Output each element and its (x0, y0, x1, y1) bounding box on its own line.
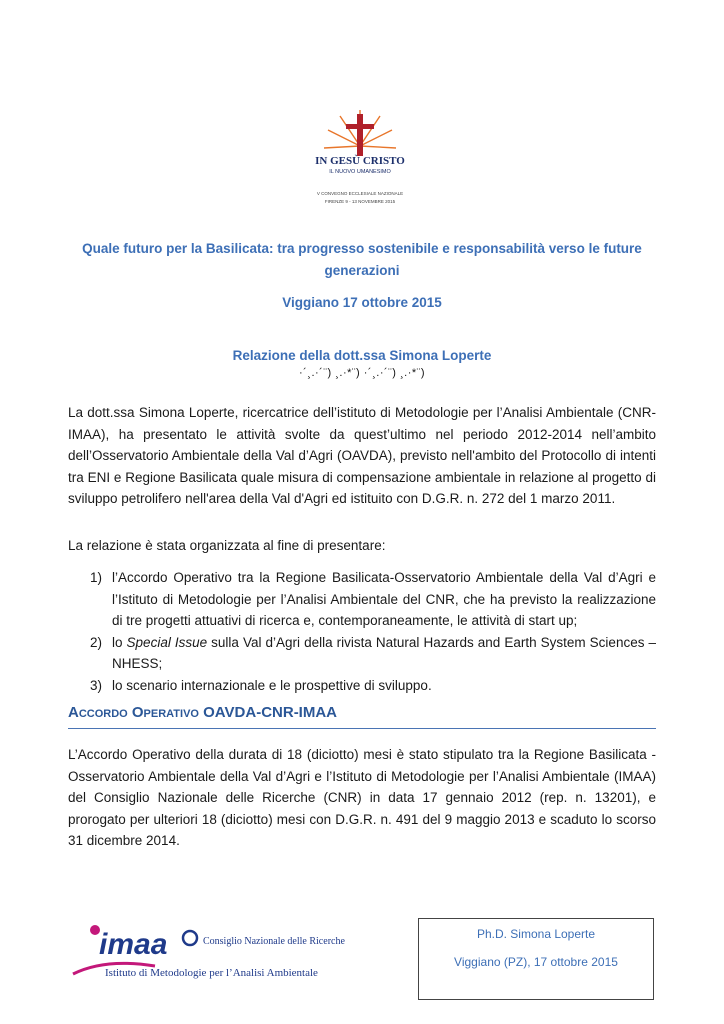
list-number: 2) (90, 634, 103, 650)
signature-date: Viggiano (PZ), 17 ottobre 2015 (454, 955, 618, 969)
section-heading (68, 704, 656, 729)
cross-rays-icon (300, 108, 420, 218)
title-line-2: generazioni (324, 263, 400, 278)
convegno-logo (300, 108, 420, 218)
list-number: 1) (90, 570, 103, 585)
list-item (68, 567, 656, 632)
list-text: sulla Val d’Agri della rivista Natural Hazards and Earth System Sciences – NHESS; (112, 634, 657, 671)
event-date: Viggiano 17 ottobre 2015 (282, 295, 442, 310)
ornament-line: ·´¸.·´¨) ¸.·*¨) ·´¸.·´¨) ¸.·*¨) (298, 367, 426, 379)
list-text-prefix: lo (112, 634, 127, 650)
list-item (68, 632, 656, 675)
signature-box (418, 918, 654, 1000)
list-number: 3) (90, 677, 103, 693)
topics-list (68, 567, 656, 696)
list-intro: La relazione è stata organizzata al fine di presentare: (68, 538, 386, 553)
svg-text:IN GESÙ CRISTO: IN GESÙ CRISTO (315, 155, 405, 167)
svg-text:Istituto di Metodologie per l’: Istituto di Metodologie per l’Analisi Ambientale (105, 967, 318, 979)
cnr-icon (183, 931, 197, 945)
agreement-paragraph: L’Accordo Operativo della durata di 18 (diciotto) mesi è stato stipulato tra la Regione Basilicata - Osservatorio Ambientale della Val d’Agri e l’Istituto di Metodologie per l’Analisi Ambientale (IMAA) del Consiglio Nazionale delle Ricerche (CNR) in data 17 gennaio 2012 (rep. n. 13201), e prorogato per ulteriori 18 (diciotto) mesi con D.G.R. n. 491 del 9 maggio 2013 e scaduto lo scorso 31 dicembre 2014. (68, 747, 656, 848)
svg-text:V CONVEGNO ECCLESIALE NAZIONAL: V CONVEGNO ECCLESIALE NAZIONALE (316, 191, 404, 196)
svg-text:IL NUOVO UMANESIMO: IL NUOVO UMANESIMO (329, 169, 391, 175)
section-heading-smallcaps: Accordo Operativo (68, 704, 199, 721)
list-item (68, 675, 656, 697)
svg-text:imaa: imaa (99, 928, 168, 961)
list-text: lo scenario internazionale e le prospettive di sviluppo. (112, 677, 432, 693)
imaa-logo (65, 918, 355, 984)
document-title (60, 238, 664, 282)
svg-text:FIRENZE 9 - 13 NOVEMBRE 2015: FIRENZE 9 - 13 NOVEMBRE 2015 (324, 199, 396, 204)
intro-paragraph: La dott.ssa Simona Loperte, ricercatrice dell’istituto di Metodologie per l’Analisi Ambientale (CNR-IMAA), ha presentato le attività svolte da quest’ultimo nel periodo 2012-2014 nell’ambito dell’Osservatorio Ambientale della Val d’Agri (OAVDA), previsto nell'ambito del Protocollo di intenti tra ENI e Regione Basilicata quale misura di compensazione ambientale in relazione al progetto di sviluppo petrolifero nell'area della Val d'Agri ed istituito con D.G.R. n. 272 del 1 marzo 2011. (68, 405, 656, 506)
title-line-1: Quale futuro per la Basilicata: tra progresso sostenibile e responsabilità verso le future (82, 241, 642, 256)
section-heading-rest: OAVDA-CNR-IMAA (203, 704, 338, 721)
svg-text:Consiglio Nazionale delle Rice: Consiglio Nazionale delle Ricerche (203, 936, 345, 947)
imaa-logo-icon (65, 918, 355, 984)
special-issue-emphasis: Special Issue (126, 634, 208, 650)
list-text: l’Accordo Operativo tra la Regione Basilicata-Osservatorio Ambientale della Val d’Agri e l’Istituto di Metodologie per l’Analisi Ambientale del CNR, che ha previsto la realizzazione di tre progetti attuativi di ricerca e, contemporaneamente, le attività di start up; (112, 570, 656, 628)
report-heading: Relazione della dott.ssa Simona Loperte (232, 348, 492, 363)
signature-name: Ph.D. Simona Loperte (476, 927, 596, 941)
